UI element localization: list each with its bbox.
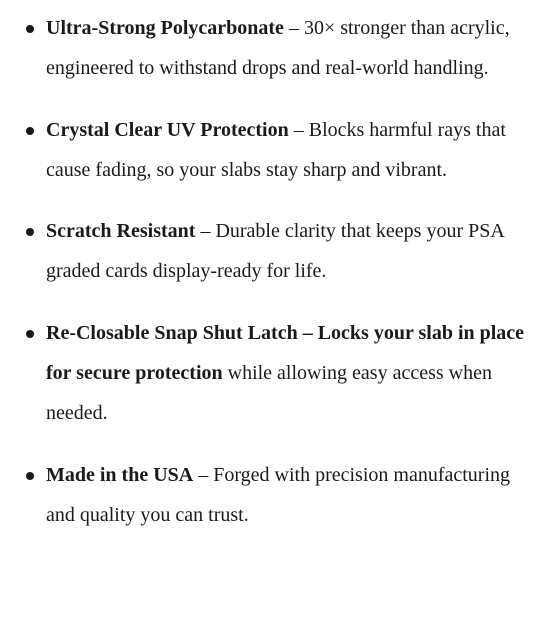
feature-item-made-in-usa [0,455,539,536]
feature-item-polycarbonate [0,8,539,89]
feature-description: – Blocks harmful rays that cause fading, so your slabs stay sharp and vibrant. [46,118,506,181]
bullet-icon [26,472,34,480]
feature-item-uv-protection [0,110,539,191]
bullet-icon [26,25,34,33]
bullet-icon [26,127,34,135]
feature-item-scratch-resistant [0,211,539,292]
feature-title: Scratch Resistant [46,220,196,243]
feature-description: while allowing easy access when needed. [46,362,492,425]
feature-title: Re-Closable Snap Shut Latch [46,321,298,344]
bullet-icon [26,330,34,338]
feature-title: Made in the USA [46,463,194,486]
feature-title: Ultra-Strong Polycarbonate [46,17,284,39]
feature-item-snap-latch [0,313,539,434]
feature-description: – Forged with precision manufacturing and quality you can trust. [46,463,511,526]
feature-title: Crystal Clear UV Protection [46,118,289,141]
feature-title-continued: – Locks your slab in place for secure protection [46,321,525,385]
bullet-icon [26,228,34,236]
feature-description: – Durable clarity that keeps your PSA graded cards display-ready for life. [46,220,504,283]
feature-list [0,8,539,535]
feature-description: – 30× stronger than acrylic, engineered to withstand drops and real-world handling. [46,17,510,80]
